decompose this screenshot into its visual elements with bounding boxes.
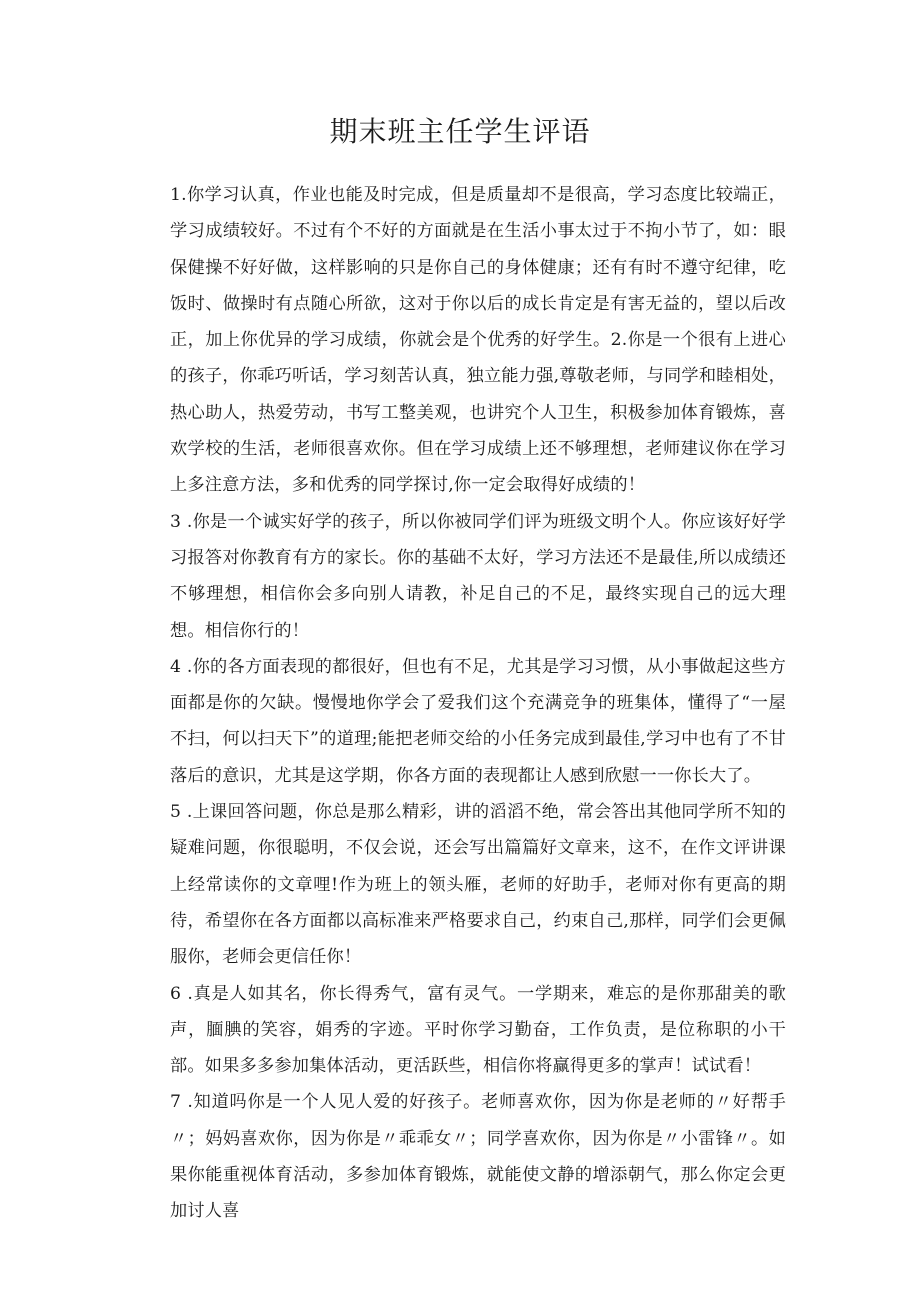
document-body	[170, 177, 786, 1230]
comment-paragraph-3: 3 .你是一个诚实好学的孩子，所以你被同学们评为班级文明个人。你应该好好学习报答对你教育有方的家长。你的基础不太好，学习方法还不是最佳,所以成绩还不够理想，相信你会多向别人请教，补足自己的不足，最终实现自己的远大理想。相信你行的！	[170, 511, 786, 641]
comment-paragraph-1-2: 1.你学习认真，作业也能及时完成，但是质量却不是很高，学习态度比较端正，学习成绩较好。不过有个不好的方面就是在生活小事太过于不拘小节了，如：眼保健操不好好做，这样影响的只是你自己的身体健康；还有有时不遵守纪律，吃饭时、做操时有点随心所欲，这对于你以后的成长肯定是有害无益的，望以后改正，加上你优异的学习成绩，你就会是个优秀的好学生。2.你是一个很有上进心的孩子，你乖巧听话，学习刻苦认真，独立能力强,尊敬老师，与同学和睦相处，热心助人，热爱劳动，书写工整美观，也讲究个人卫生，积极参加体育锻炼，喜欢学校的生活，老师很喜欢你。但在学习成绩上还不够理想，老师建议你在学习上多注意方法，多和优秀的同学探讨,你一定会取得好成绩的！	[170, 185, 786, 496]
comment-paragraph-5: 5 .上课回答问题，你总是那么精彩，讲的滔滔不绝，常会答出其他同学所不知的疑难问题，你很聪明，不仅会说，还会写出篇篇好文章来，这不，在作文评讲课上经常读你的文章哩!作为班上的领头雁，老师的好助手，老师对你有更高的期待，希望你在各方面都以高标准来严格要求自己，约束自己,那样，同学们会更佩服你，老师会更信任你！	[170, 802, 786, 968]
page-title: 期末班主任学生评语	[329, 115, 591, 148]
comment-paragraph-7: 7 .知道吗你是一个人见人爱的好孩子。老师喜欢你，因为你是老师的〃好帮手〃；妈妈喜欢你，因为你是〃乖乖女〃；同学喜欢你，因为你是〃小雷锋〃。如果你能重视体育活动，多参加体育锻炼，就能使文静的增添朝气，那么你定会更加讨人喜	[170, 1092, 786, 1222]
comment-paragraph-6: 6 .真是人如其名，你长得秀气，富有灵气。一学期来，难忘的是你那甜美的歌声，腼腆的笑容，娟秀的字迹。平时你学习勤奋，工作负责，是位称职的小干部。如果多多参加集体活动，更活跃些，相信你将赢得更多的掌声！试试看！	[170, 983, 786, 1077]
comment-paragraph-4: 4 .你的各方面表现的都很好，但也有不足，尤其是学习习惯，从小事做起这些方面都是你的欠缺。慢慢地你学会了爱我们这个充满竞争的班集体，懂得了“一屋不扫，何以扫天下”的道理;能把老师交给的小任务完成到最佳,学习中也有了不甘落后的意识，尤其是这学期，你各方面的表现都让人感到欣慰一一你长大了。	[170, 656, 786, 786]
